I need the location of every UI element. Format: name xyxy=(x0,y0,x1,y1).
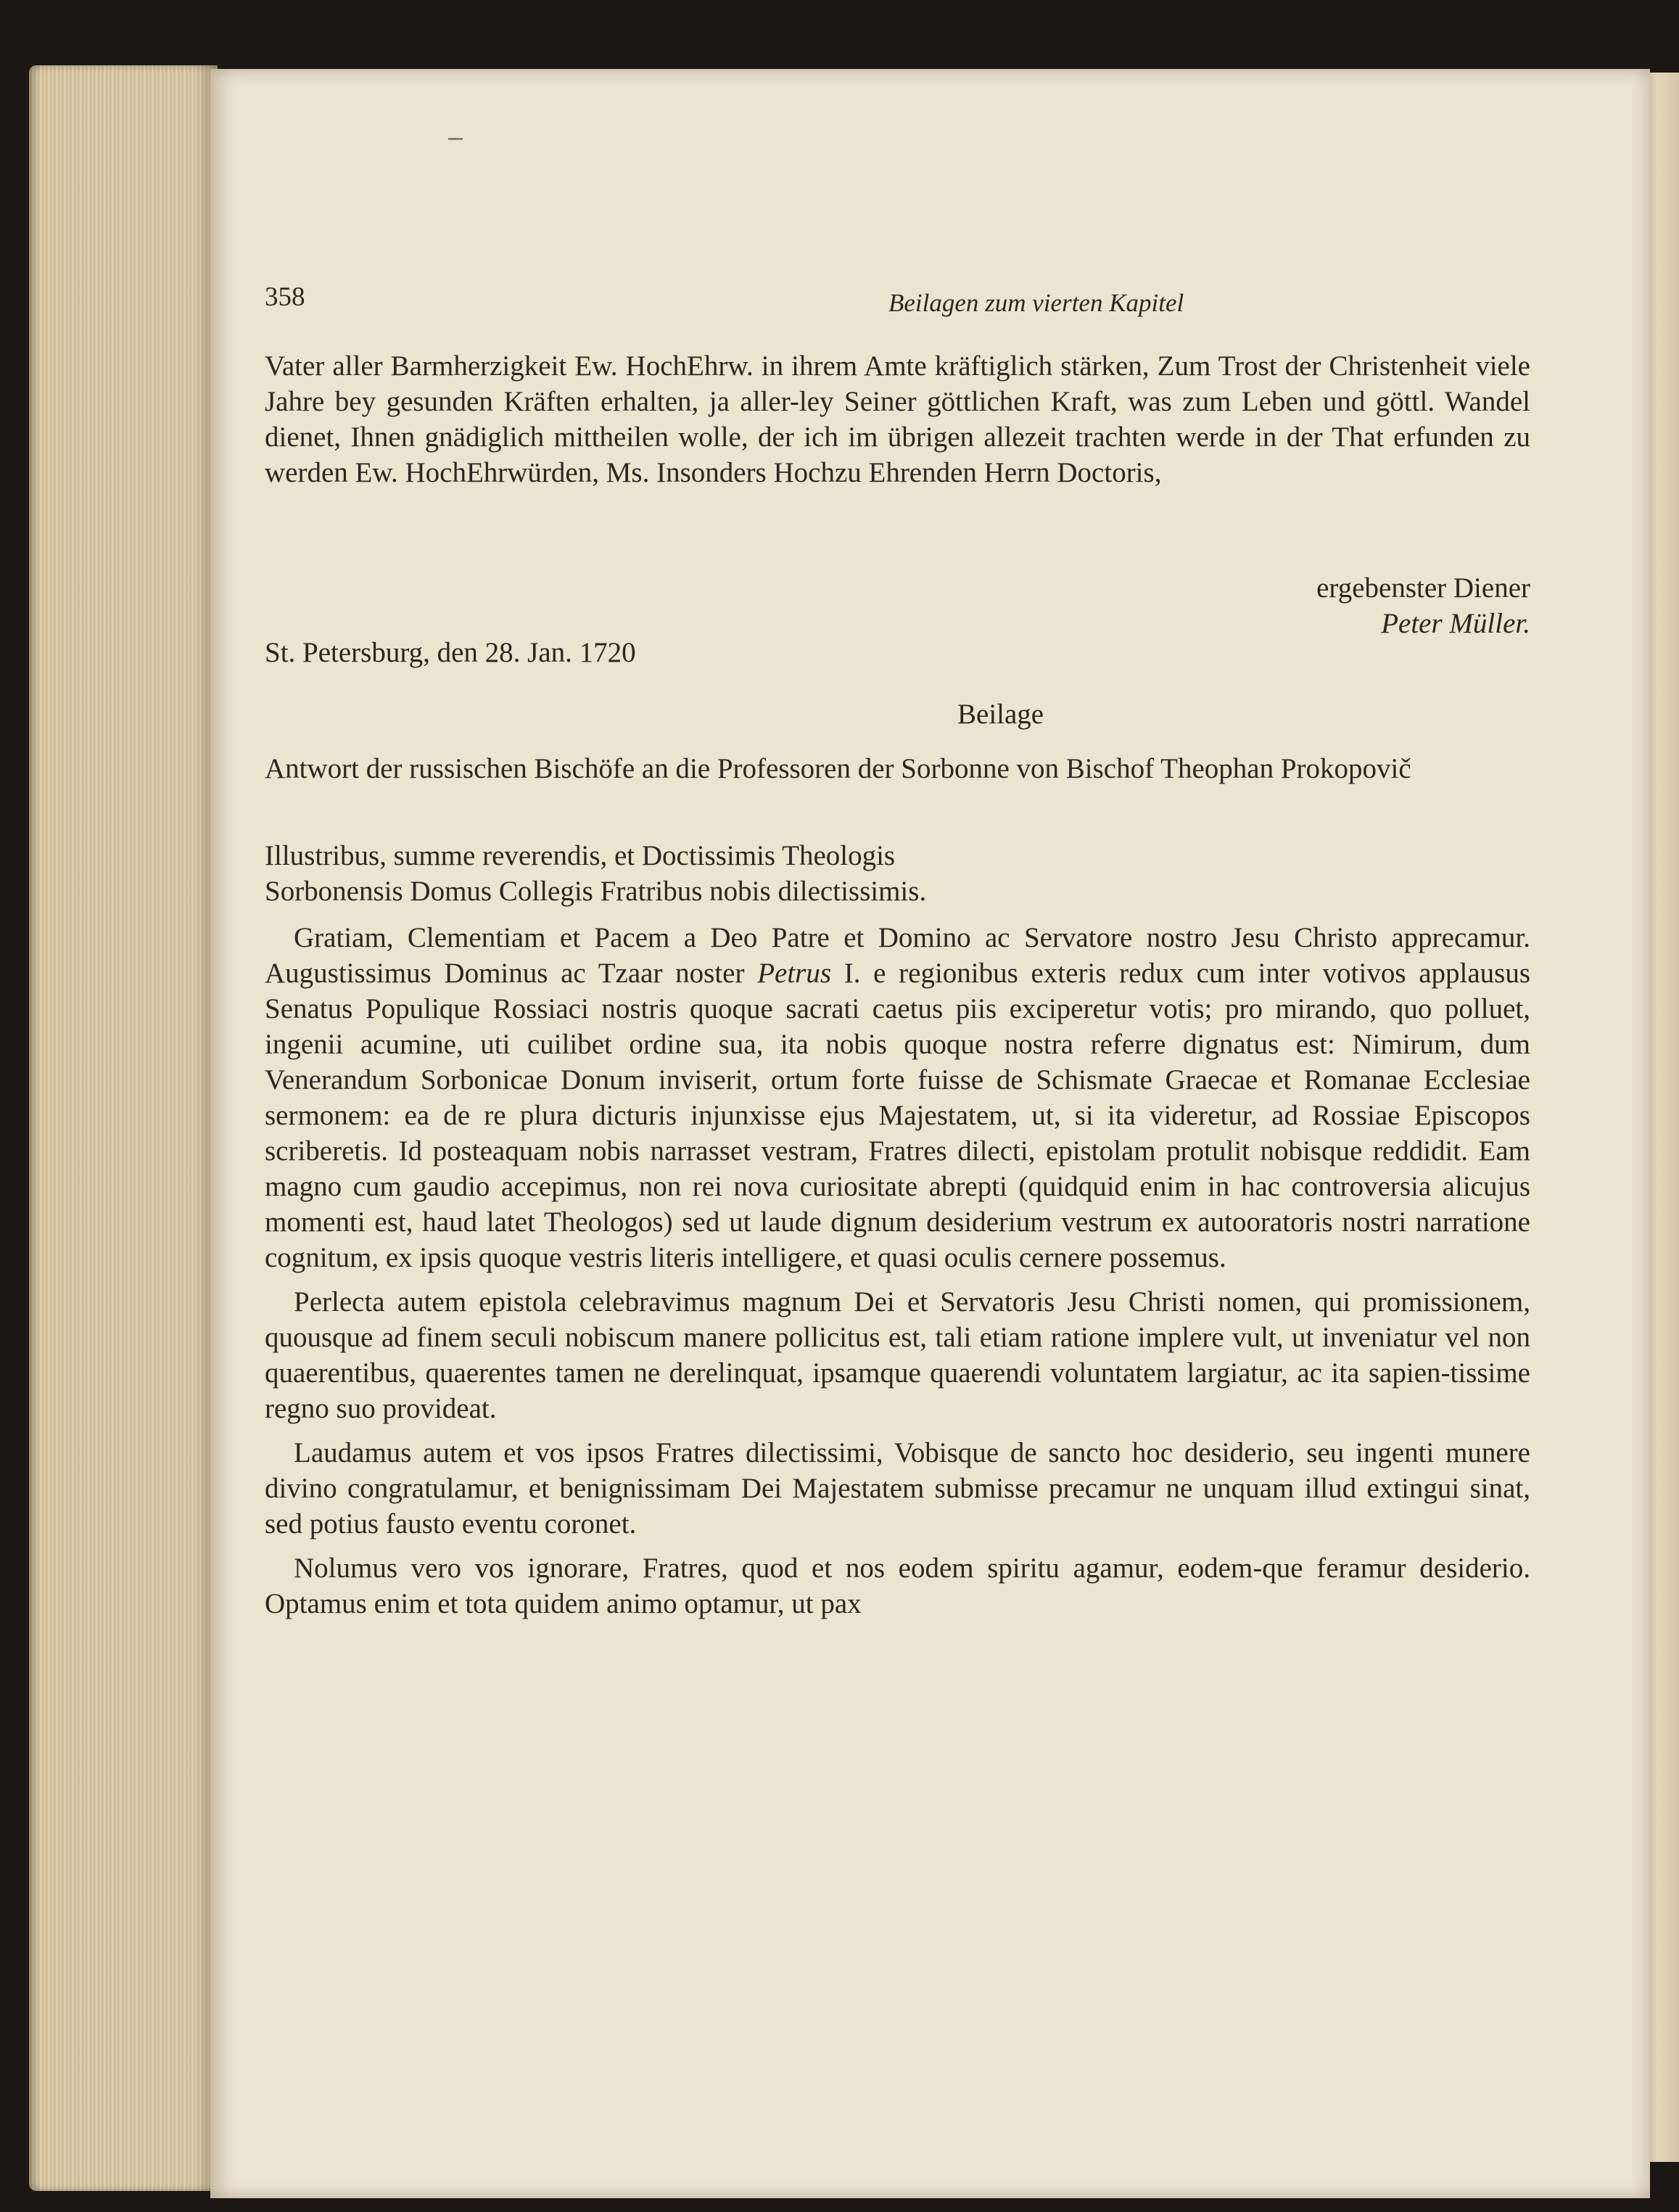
valediction: ergebenster Diener xyxy=(1316,572,1530,604)
addressee-line-1: Illustribus, summe reverendis, et Doctissimis Theologis xyxy=(265,840,896,871)
appendix-title: Beilage xyxy=(957,699,1044,730)
body-paragraph-3: Laudamus autem et vos ipsos Fratres dilectissimi, Vobisque de sancto hoc desiderio, seu ingenti munere divino congratulamur, et benignissimam Dei Majestatem submisse precamur ne unquam illud extingui sinat, sed potius fausto eventu coronet. xyxy=(265,1437,1530,1539)
date-text: St. Petersburg, den 28. Jan. 1720 xyxy=(265,637,636,668)
page-edges xyxy=(29,65,218,2191)
date-line xyxy=(265,635,1530,670)
opening-paragraph: Vater aller Barmherzigkeit Ew. HochEhrw. in ihrem Amte kräftiglich stärken, Zum Trost der Christenheit viele Jahre bey gesunden Kräften erhalten, ja aller-ley Seiner göttlichen Kraft, was zum Leben und göttl. Wandel dienet, Ihnen gnädiglich mittheilen wolle, der ich im übrigen allezeit trachten werde in der That erfunden zu werden Ew. HochEhrwürden, Ms. Insonders Hochzu Ehrenden Herrn Doctoris, xyxy=(265,350,1530,488)
letter-closing xyxy=(1030,570,1530,641)
page-number: 358 xyxy=(265,282,305,312)
body-paragraph-1 xyxy=(265,920,1530,1275)
margin-mark xyxy=(448,138,463,140)
body-paragraph-2: Perlecta autem epistola celebravimus magnum Dei et Servatoris Jesu Christi nomen, qui promissionem, quousque ad finem seculi nobiscum manere pollicitus est, tali etiam ratione implere vult, ut inveniatur vel non quaerentibus, quaerentes tamen ne derelinquat, ipsamque quaerendi voluntatem largiatur, ac ita sapien-tissime regno suo provideat. xyxy=(265,1286,1530,1424)
addressee-line-2: Sorbonensis Domus Collegis Fratribus nobis dilectissimis. xyxy=(265,876,927,907)
antwort-heading: Antwort der russischen Bischöfe an die Professoren der Sorbonne von Bischof Theophan Prokopovič xyxy=(265,753,1411,784)
body-p1-start: Gratiam, Clementiam et Pacem a Deo Patre et Domino ac Servatore nostro Jesu Christo apprecamur. Augustissimus Dominus ac Tzaar noster xyxy=(265,922,1530,989)
body-paragraph-4: Nolumus vero vos ignorare, Fratres, quod et nos eodem spiritu agamur, eodem-que feramur desiderio. Optamus enim et tota quidem animo optamur, ut pax xyxy=(265,1553,1530,1619)
body-p1-name: Petrus xyxy=(757,958,832,989)
letter-body xyxy=(265,920,1530,1630)
running-title: Beilagen zum vierten Kapitel xyxy=(888,289,1184,317)
antwort-heading-block xyxy=(265,751,1530,786)
addressee-block xyxy=(265,838,1530,909)
opening-paragraph-block xyxy=(265,348,1530,490)
body-p1-end: I. e regionibus exteris redux cum inter votivos applausus Senatus Populique Rossiaci nostris quoque sacrati caetus piis exciperetur votis; pro mirando, quo polluet, ingenii acumine, uti cuilibet ordine sua, ita nobis quoque nostra referre dignatus est: Nimirum, dum Venerandum Sorbonicae Donum inviserit, ortum forte fuisse de Schismate Graecae et Romanae Ecclesiae sermonem: ea de re plura dicturis injunxisse ejus Majestatem, ut, si ita videretur, ad Rossiae Episcopos scriberetis. Id posteaquam nobis narrasset vestram, Fratres dilecti, epistolam protulit nobisque reddidit. Eam magno cum gaudio accepimus, non rei nova curiositate abrepti (quidquid enim in hac controversia alicujus momenti est, haud latet Theologos) sed ut laude dignum desiderium vestrum ex autooratoris nostri narratione cognitum, ex ipsis quoque vestris literis intelligere, et quasi oculis cernere possemus. xyxy=(265,958,1531,1273)
signer: Peter Müller. xyxy=(1381,608,1530,639)
